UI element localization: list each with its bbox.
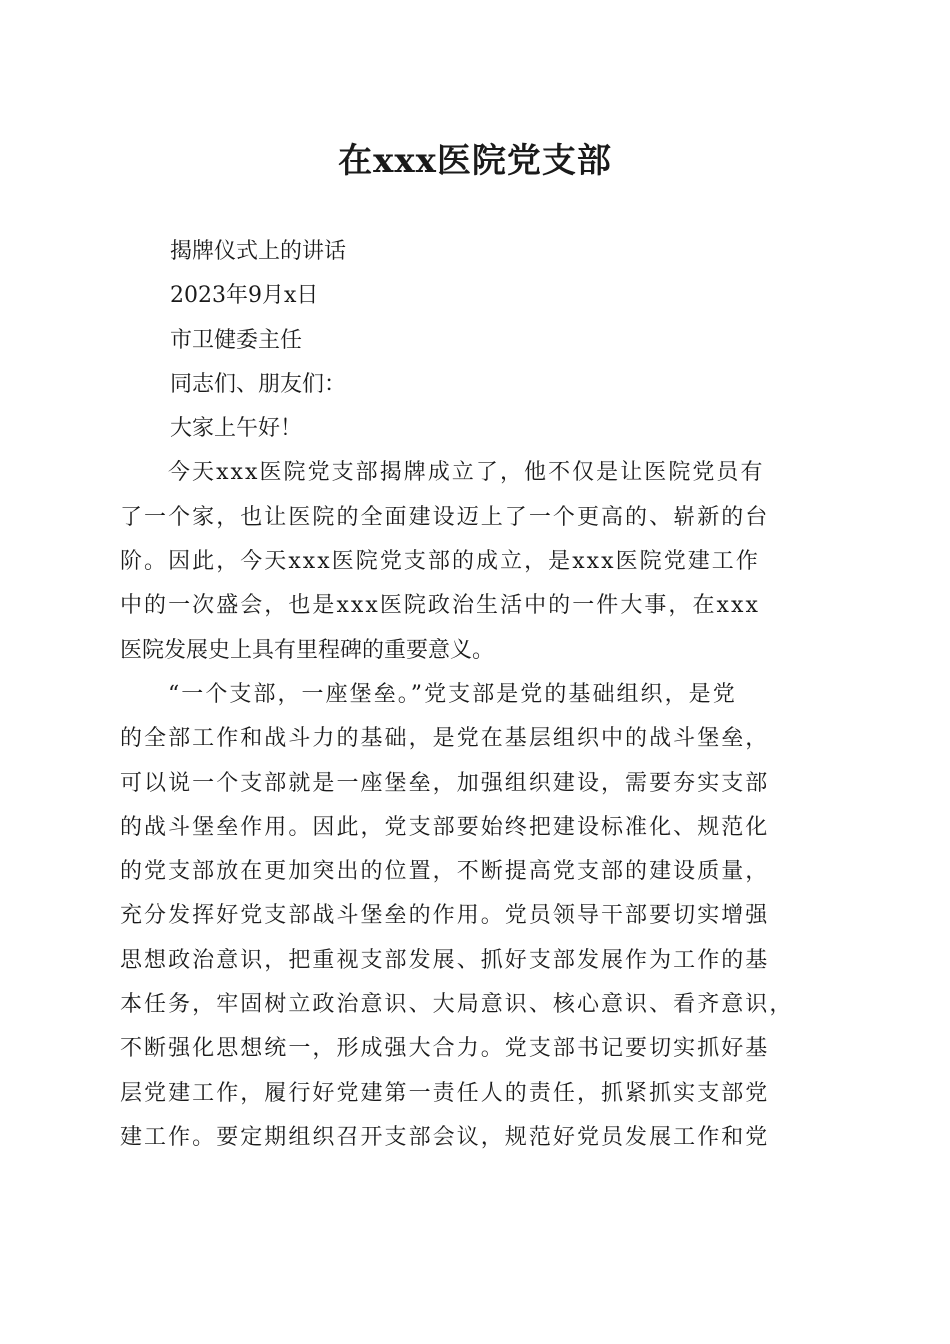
paragraph-1-line: 今天xxx医院党支部揭牌成立了，他不仅是让医院党员有 [168,460,765,486]
paragraph-2-line: 建工作。要定期组织召开支部会议，规范好党员发展工作和党 [120,1124,770,1150]
paragraph-1-line: 医院发展史上具有里程碑的重要意义。 [120,637,495,663]
paragraph-1-line: 了一个家，也让医院的全面建设迈上了一个更高的、崭新的台 [120,504,770,530]
salutation-line: 同志们、朋友们： [170,371,347,397]
paragraph-2-line: 思想政治意识，把重视支部发展、抓好支部发展作为工作的基 [120,947,770,973]
document-title: 在xxx医院党支部 [338,141,612,181]
date-line: 2023年9月x日 [170,283,319,309]
paragraph-2-line: 本任务，牢固树立政治意识、大局意识、核心意识、看齐意识， [120,992,794,1018]
paragraph-2-line: 可以说一个支部就是一座堡垒，加强组织建设，需要夯实支部 [120,770,770,796]
paragraph-2-line: 的战斗堡垒作用。因此，党支部要始终把建设标准化、规范化 [120,814,770,840]
paragraph-2-line: 充分发挥好党支部战斗堡垒的作用。党员领导干部要切实增强 [120,903,770,929]
paragraph-2-line: 不断强化思想统一，形成强大合力。党支部书记要切实抓好基 [120,1036,770,1062]
paragraph-2-line: 层党建工作，履行好党建第一责任人的责任，抓紧抓实支部党 [120,1080,770,1106]
paragraph-2-line: 的全部工作和战斗力的基础，是党在基层组织中的战斗堡垒， [120,726,770,752]
document-body [120,230,830,1160]
paragraph-2-line: 的党支部放在更加突出的位置，不断提高党支部的建设质量， [120,859,770,885]
subtitle-line: 揭牌仪式上的讲话 [170,239,347,264]
paragraph-2-line: “一个支部，一座堡垒。”党支部是党的基础组织，是党 [168,681,737,707]
paragraph-1-line: 阶。因此，今天xxx医院党支部的成立，是xxx医院党建工作 [120,549,760,575]
greeting-line: 大家上午好！ [170,416,303,442]
paragraph-1-line: 中的一次盛会，也是xxx医院政治生活中的一件大事，在xxx [120,593,760,619]
speaker-line: 市卫健委主任 [170,327,303,353]
